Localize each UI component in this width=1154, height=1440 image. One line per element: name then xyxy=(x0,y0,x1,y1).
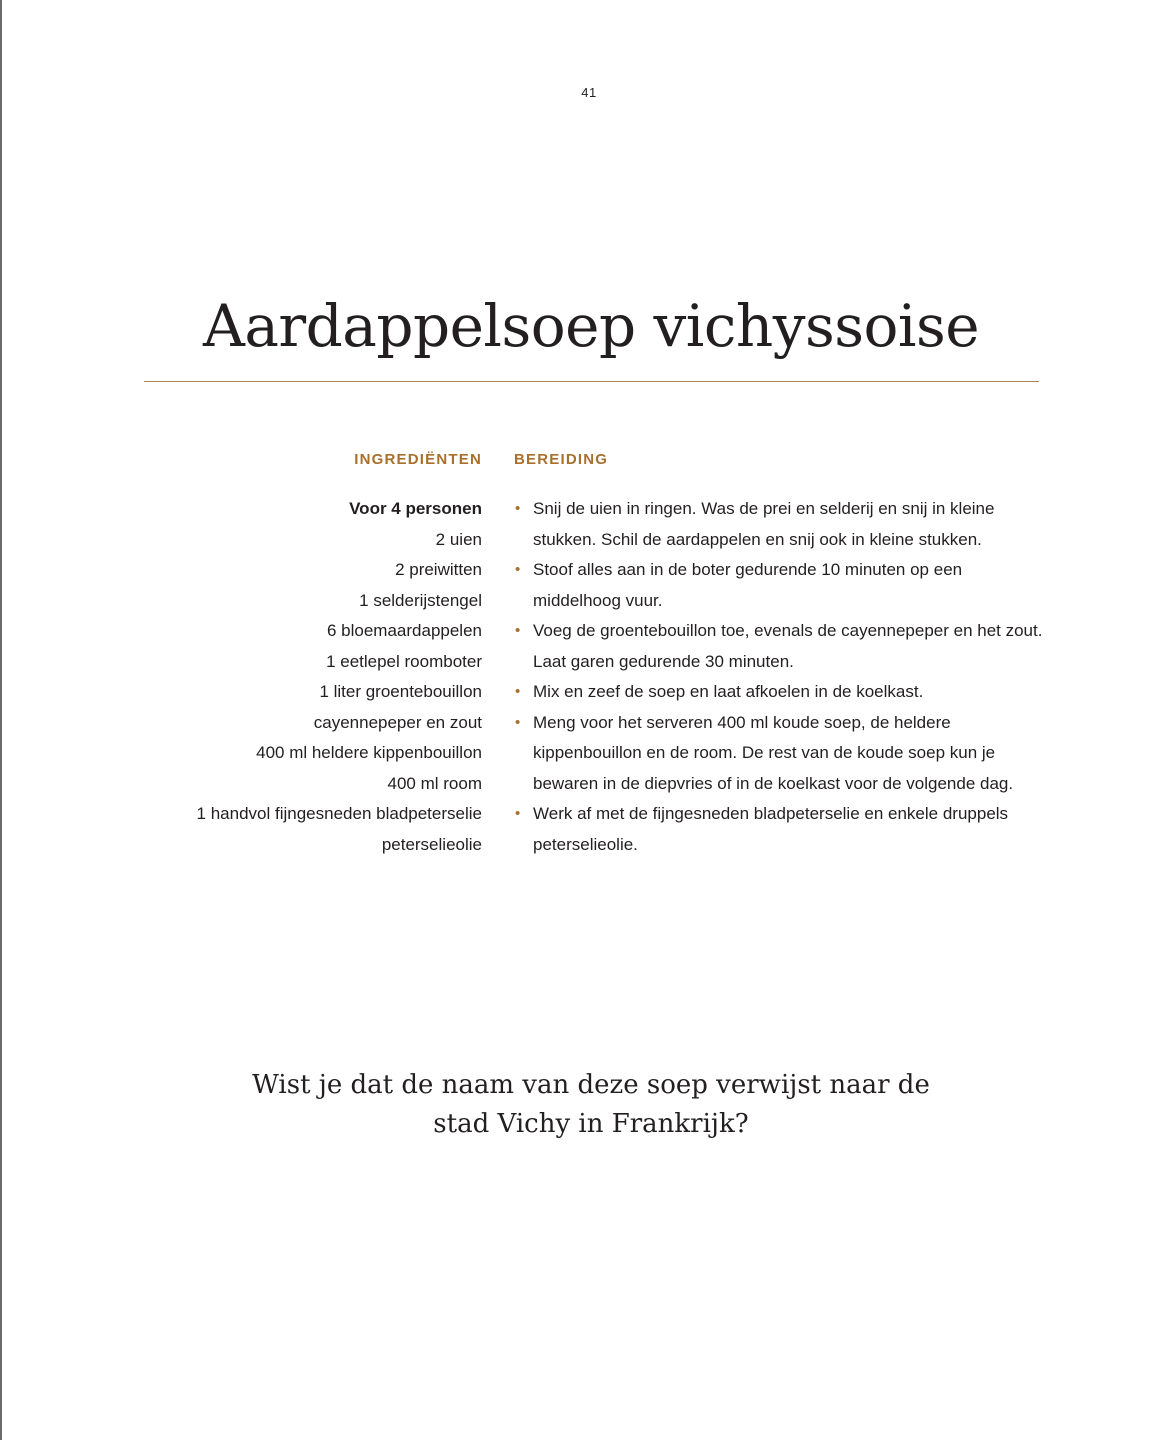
preparation-step xyxy=(514,708,1054,800)
tip-line-2: stad Vichy in Frankrijk? xyxy=(433,1109,749,1139)
ingredient-item: 400 ml heldere kippenbouillon xyxy=(256,743,482,762)
ingredient-item: 1 handvol fijngesneden bladpeterselie xyxy=(196,804,482,823)
bullet-icon: • xyxy=(515,622,521,639)
ingredient-item: 1 liter groentebouillon xyxy=(319,682,482,701)
tip-quote xyxy=(0,1066,1154,1144)
preparation-heading: BEREIDING xyxy=(514,451,609,468)
ingredient-item: 2 uien xyxy=(435,529,482,549)
recipe-title: Aardappelsoep vichyssoise xyxy=(202,292,980,360)
ingredients-list xyxy=(122,494,482,860)
step-text: Snij de uien in ringen. Was de prei en selderij en snij in kleine stukken. Schil de aardappelen en snij ook in kleine stukken. xyxy=(533,499,995,549)
bullet-icon: • xyxy=(515,561,521,578)
bullet-icon: • xyxy=(515,713,521,731)
preparation-step xyxy=(514,494,1054,555)
step-text: Meng voor het serveren 400 ml koude soep, de heldere kippenbouillon en de room. De rest van de koude soep kun je bewaren in de diepvries of in de koelkast voor de volgende dag. xyxy=(533,712,1014,793)
tip-line-1: Wist je dat de naam van deze soep verwijst naar de xyxy=(252,1070,930,1100)
preparation-section xyxy=(514,448,1054,860)
servings-label: Voor 4 personen xyxy=(349,499,482,518)
ingredient-item: 400 ml room xyxy=(387,773,482,793)
ingredient-item: 6 bloemaardappelen xyxy=(326,621,482,640)
bullet-icon: • xyxy=(515,805,521,822)
preparation-step xyxy=(514,799,1054,860)
title-divider xyxy=(144,381,1039,382)
ingredient-item: peterselieolie xyxy=(381,834,482,854)
page-number: 41 xyxy=(581,85,597,100)
ingredient-item: 1 selderijstengel xyxy=(359,590,482,610)
step-text: Mix en zeef de soep en laat afkoelen in de koelkast. xyxy=(533,682,924,701)
page-edge-line xyxy=(0,0,2,1440)
bullet-icon: • xyxy=(515,500,521,517)
step-text: Voeg de groentebouillon toe, evenals de cayennepeper en het zout. Laat garen gedurende 30 minuten. xyxy=(533,621,1043,671)
ingredient-item: cayennepeper en zout xyxy=(313,712,482,732)
bullet-icon: • xyxy=(515,683,521,700)
preparation-step xyxy=(514,555,1054,616)
preparation-step xyxy=(514,677,1054,708)
ingredients-heading: INGREDIËNTEN xyxy=(354,451,482,468)
ingredient-item: 1 eetlepel roomboter xyxy=(326,651,482,671)
ingredient-item: 2 preiwitten xyxy=(395,560,482,579)
preparation-steps xyxy=(514,494,1054,860)
step-text: Stoof alles aan in de boter gedurende 10 minuten op een middelhoog vuur. xyxy=(533,560,963,610)
ingredients-section xyxy=(122,448,482,860)
preparation-step xyxy=(514,616,1054,677)
step-text: Werk af met de fijngesneden bladpeterselie en enkele druppels peterselieolie. xyxy=(533,804,1009,854)
